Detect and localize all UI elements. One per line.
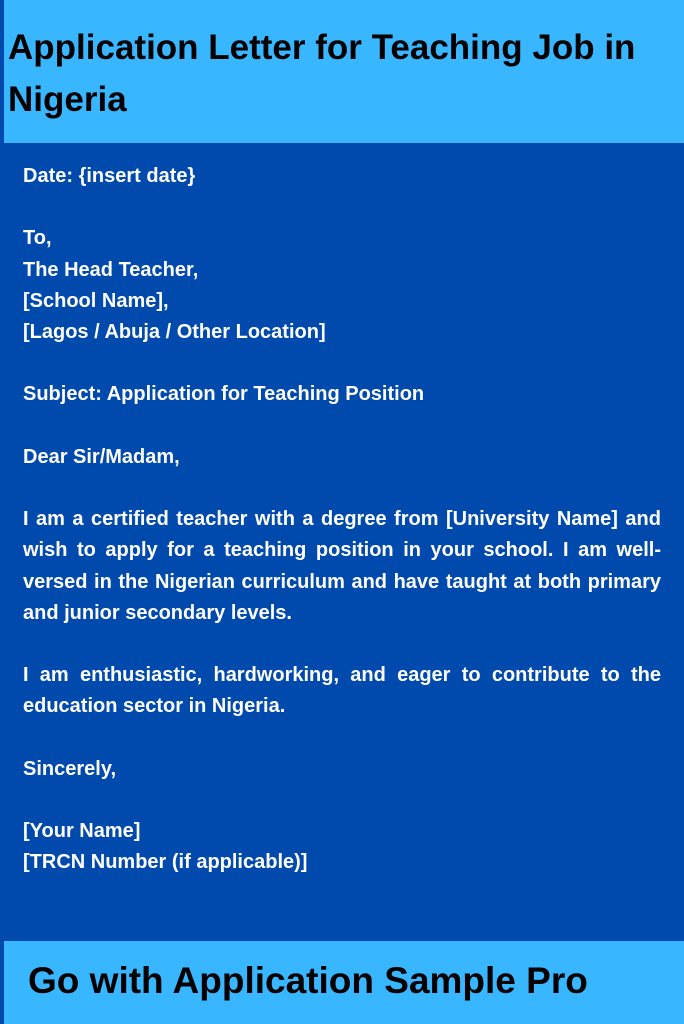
- signature-trcn: [TRCN Number (if applicable)]: [23, 851, 308, 874]
- recipient-location: [Lagos / Abuja / Other Location]: [23, 321, 326, 343]
- letter-subject: Subject: Application for Teaching Position: [23, 383, 425, 406]
- letter-paragraph: I am a certified teacher with a degree from [University Name] and wish to apply for a teaching position in your school. I am well-versed in the Nigerian curriculum and have taught at both primary and junior secondary levels.: [23, 508, 661, 624]
- recipient-to: To,: [23, 227, 52, 250]
- letter-body: [23, 161, 661, 879]
- footer-banner: [0, 941, 684, 1024]
- footer-tagline: Go with Application Sample Pro: [28, 960, 588, 1001]
- letter-recipient: [23, 223, 661, 348]
- letter-paragraph: I am enthusiastic, hardworking, and eager to contribute to the education sector in Nigeria.: [23, 664, 661, 718]
- header-banner: [0, 0, 684, 143]
- letter-signature: [23, 816, 661, 878]
- letter-salutation: Dear Sir/Madam,: [23, 445, 180, 468]
- letter-closing: Sincerely,: [23, 757, 117, 780]
- page-title: Application Letter for Teaching Job in Nigeria: [8, 28, 636, 119]
- recipient-school: [School Name],: [23, 289, 169, 312]
- signature-name: [Your Name]: [23, 820, 141, 843]
- letter-date: Date: {insert date}: [23, 165, 196, 187]
- recipient-title: The Head Teacher,: [23, 258, 199, 281]
